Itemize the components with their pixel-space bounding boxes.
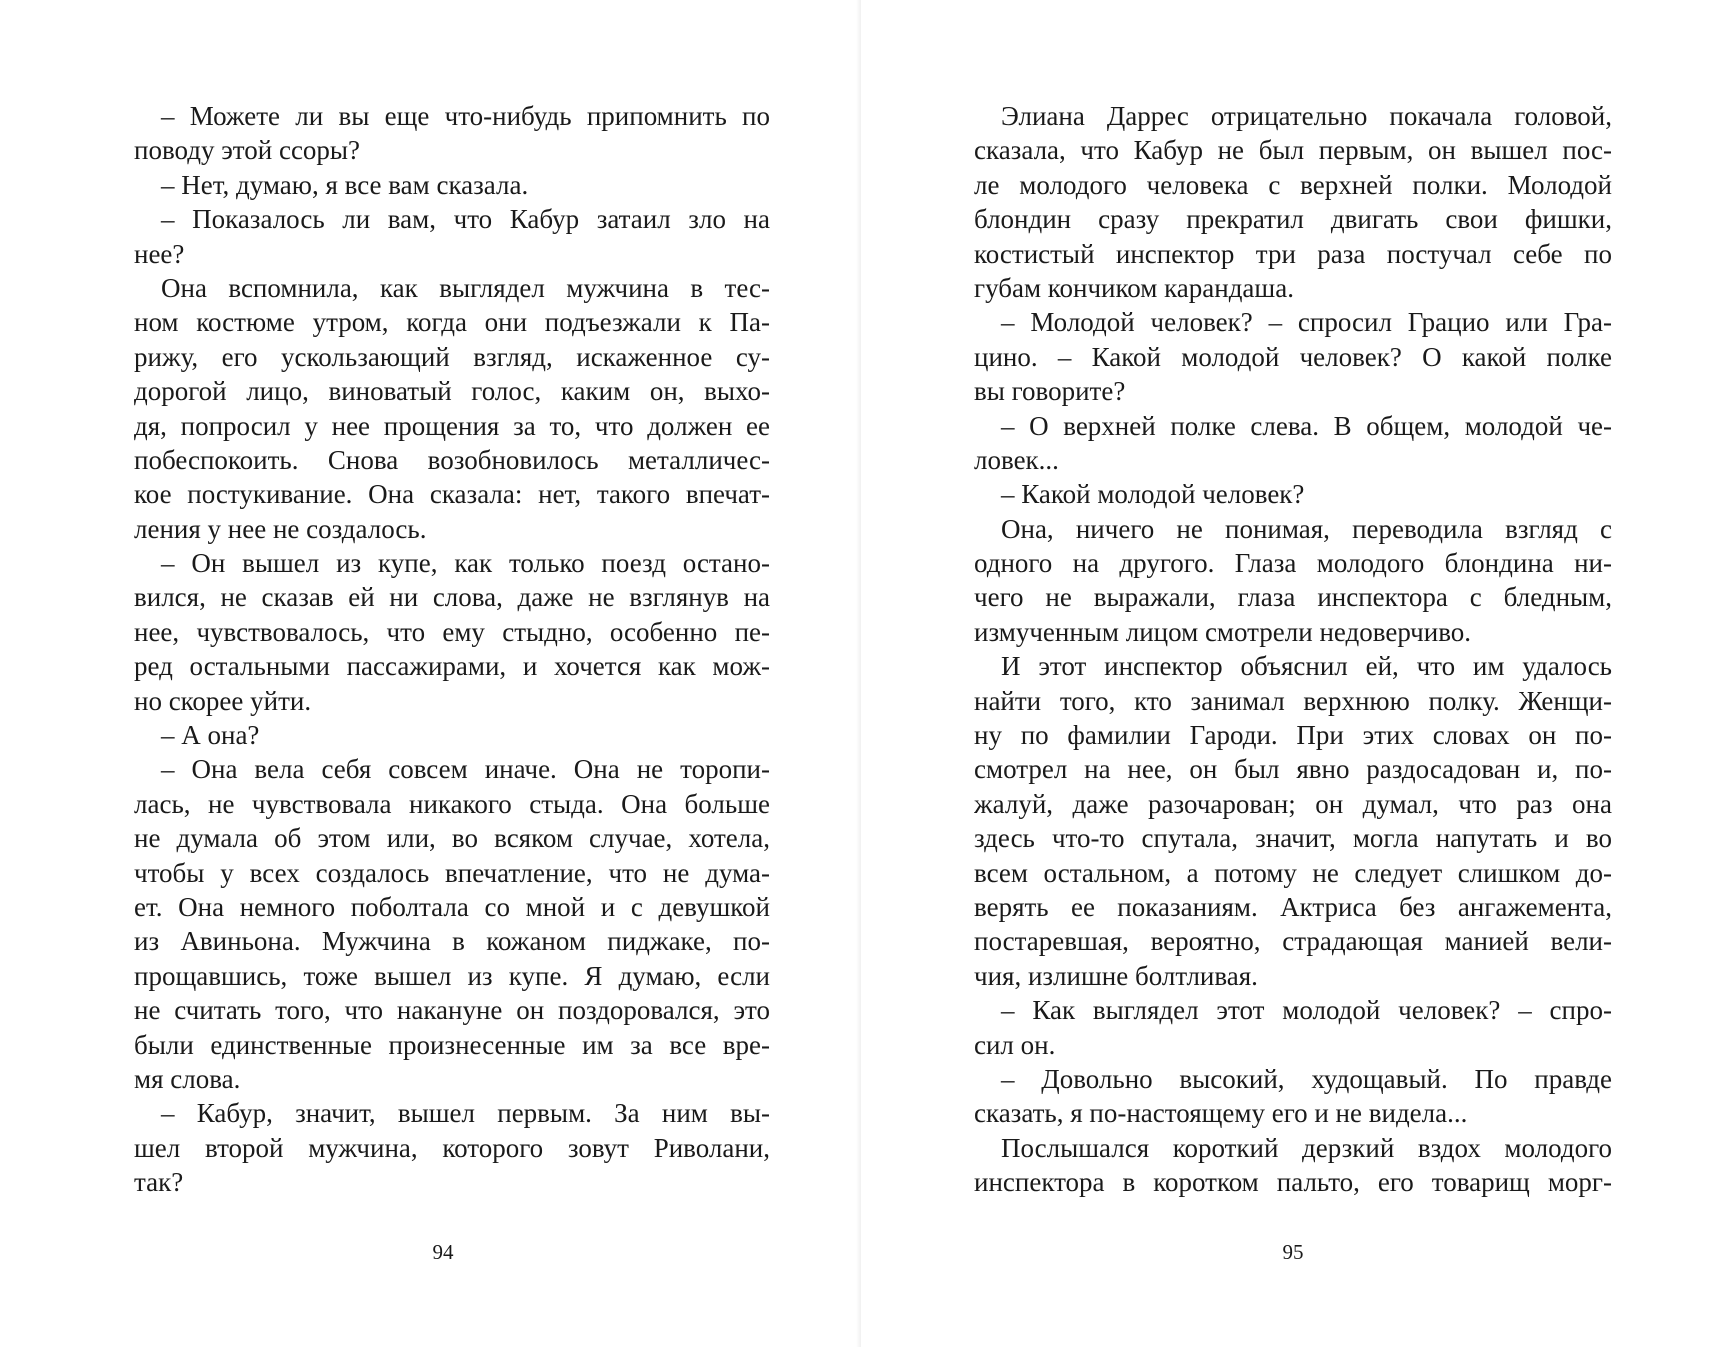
text-line: ну по фамилии Гароди. При этих словах он по-: [974, 720, 1612, 751]
text-line: – Показалось ли вам, что Кабур затаил зло на: [161, 204, 770, 235]
text-line: ет. Она немного поболтала со мной и с девушкой: [134, 891, 770, 922]
text-line: всем остальном, а потому не следует слишком до-: [974, 857, 1612, 888]
text-line: смотрел на нее, он был явно раздосадован и, по-: [974, 754, 1612, 785]
text-line: но скорее уйти.: [134, 685, 312, 716]
text-line: сказала, что Кабур не был первым, он вышел пос-: [974, 135, 1612, 166]
text-line: – Она вела себя совсем иначе. Она не торопи-: [161, 754, 770, 785]
text-line: вы говорите?: [974, 376, 1126, 407]
text-line: губам кончиком карандаша.: [974, 272, 1294, 303]
text-line: – Кабур, значит, вышел первым. За ним вы-: [161, 1098, 770, 1129]
text-line: костистый инспектор три раза постучал себе по: [974, 238, 1612, 269]
text-line: сказать, я по-настоящему его и не видела...: [974, 1098, 1468, 1129]
text-line: И этот инспектор объяснил ей, что им удалось: [1001, 651, 1612, 682]
left-page-text: [134, 99, 770, 1200]
text-line: нее?: [134, 238, 185, 269]
text-line: – Молодой человек? – спросил Грацио или Гра-: [1001, 307, 1612, 338]
text-line: побеспокоить. Снова возобновилось металличес-: [134, 444, 770, 475]
text-line: верять ее показаниям. Актриса без ангажемента,: [974, 891, 1612, 922]
text-line: дорогой лицо, виноватый голос, каким он, выхо-: [134, 376, 770, 407]
text-line: чего не выражали, глаза инспектора с бледным,: [974, 582, 1612, 613]
text-line: Она, ничего не понимая, переводила взгляд с: [1001, 513, 1612, 544]
text-line: так?: [134, 1167, 184, 1198]
text-line: Она вспомнила, как выглядел мужчина в тес-: [161, 272, 770, 303]
text-line: не считать того, что накануне он поздоровался, это: [134, 995, 770, 1026]
text-line: не думала об этом или, во всяком случае, хотела,: [134, 823, 770, 854]
text-line: прощавшись, тоже вышел из купе. Я думаю, если: [134, 960, 770, 991]
text-line: – Можете ли вы еще что-нибудь припомнить по: [161, 101, 770, 131]
text-line: ле молодого человека с верхней полки. Молодой: [974, 169, 1612, 200]
text-line: – О верхней полке слева. В общем, молодой че-: [1001, 410, 1612, 441]
text-line: цино. – Какой молодой человек? О какой полке: [974, 341, 1612, 372]
text-line: инспектора в коротком пальто, его товарищ морг-: [974, 1167, 1612, 1198]
right-page: [861, 0, 1722, 1347]
text-line: были единственные произнесенные им за все вре-: [134, 1029, 770, 1060]
text-line: – Нет, думаю, я все вам сказала.: [161, 169, 529, 200]
text-line: жалуй, даже разочарован; он думал, что раз она: [974, 788, 1612, 819]
right-page-number: 95: [1282, 1240, 1304, 1264]
text-line: рижу, его ускользающий взгляд, искаженное су-: [134, 341, 770, 372]
text-line: кое постукивание. Она сказала: нет, такого впечат-: [134, 479, 770, 510]
text-line: чия, излишне болтливая.: [974, 960, 1258, 991]
text-line: Послышался короткий дерзкий вздох молодого: [1001, 1132, 1612, 1163]
text-line: ловек...: [974, 444, 1059, 475]
text-line: ления у нее не создалось.: [134, 513, 427, 544]
text-line: дя, попросил у нее прощения за то, что должен ее: [134, 410, 770, 441]
text-line: блондин сразу прекратил двигать свои фишки,: [974, 204, 1612, 235]
text-line: чтобы у всех создалось впечатление, что не дума-: [134, 857, 770, 888]
text-line: лась, не чувствовала никакого стыда. Она больше: [134, 788, 770, 819]
text-line: найти того, кто занимал верхнюю полку. Женщи-: [974, 685, 1612, 716]
text-line: ред остальными пассажирами, и хочется как мож-: [134, 651, 770, 682]
text-line: Элиана Даррес отрицательно покачала головой,: [1001, 101, 1612, 131]
text-line: – А она?: [161, 720, 260, 751]
text-line: нее, чувствовалось, что ему стыдно, особенно пе-: [134, 616, 770, 647]
text-line: – Какой молодой человек?: [1001, 479, 1305, 510]
text-line: постаревшая, вероятно, страдающая манией вели-: [974, 926, 1612, 957]
text-line: шел второй мужчина, которого зовут Риволани,: [134, 1132, 770, 1163]
text-line: поводу этой ссоры?: [134, 135, 361, 166]
text-line: здесь что-то спутала, значит, могла напутать и во: [974, 823, 1612, 854]
text-line: вился, не сказав ей ни слова, даже не взглянув на: [134, 582, 770, 613]
text-line: – Как выглядел этот молодой человек? – спро-: [1001, 995, 1612, 1026]
text-line: ном костюме утром, когда они подъезжали к Па-: [134, 307, 770, 338]
text-line: – Довольно высокий, худощавый. По правде: [1001, 1063, 1612, 1094]
text-line: из Авиньона. Мужчина в кожаном пиджаке, по-: [134, 926, 770, 957]
text-line: одного на другого. Глаза молодого блондина ни-: [974, 548, 1612, 579]
text-line: сил он.: [974, 1029, 1056, 1060]
text-line: – Он вышел из купе, как только поезд остано-: [161, 548, 770, 579]
text-line: мя слова.: [134, 1063, 241, 1094]
left-page-number: 94: [432, 1240, 454, 1264]
right-page-text: [974, 99, 1612, 1200]
text-line: измученным лицом смотрели недоверчиво.: [974, 616, 1472, 647]
